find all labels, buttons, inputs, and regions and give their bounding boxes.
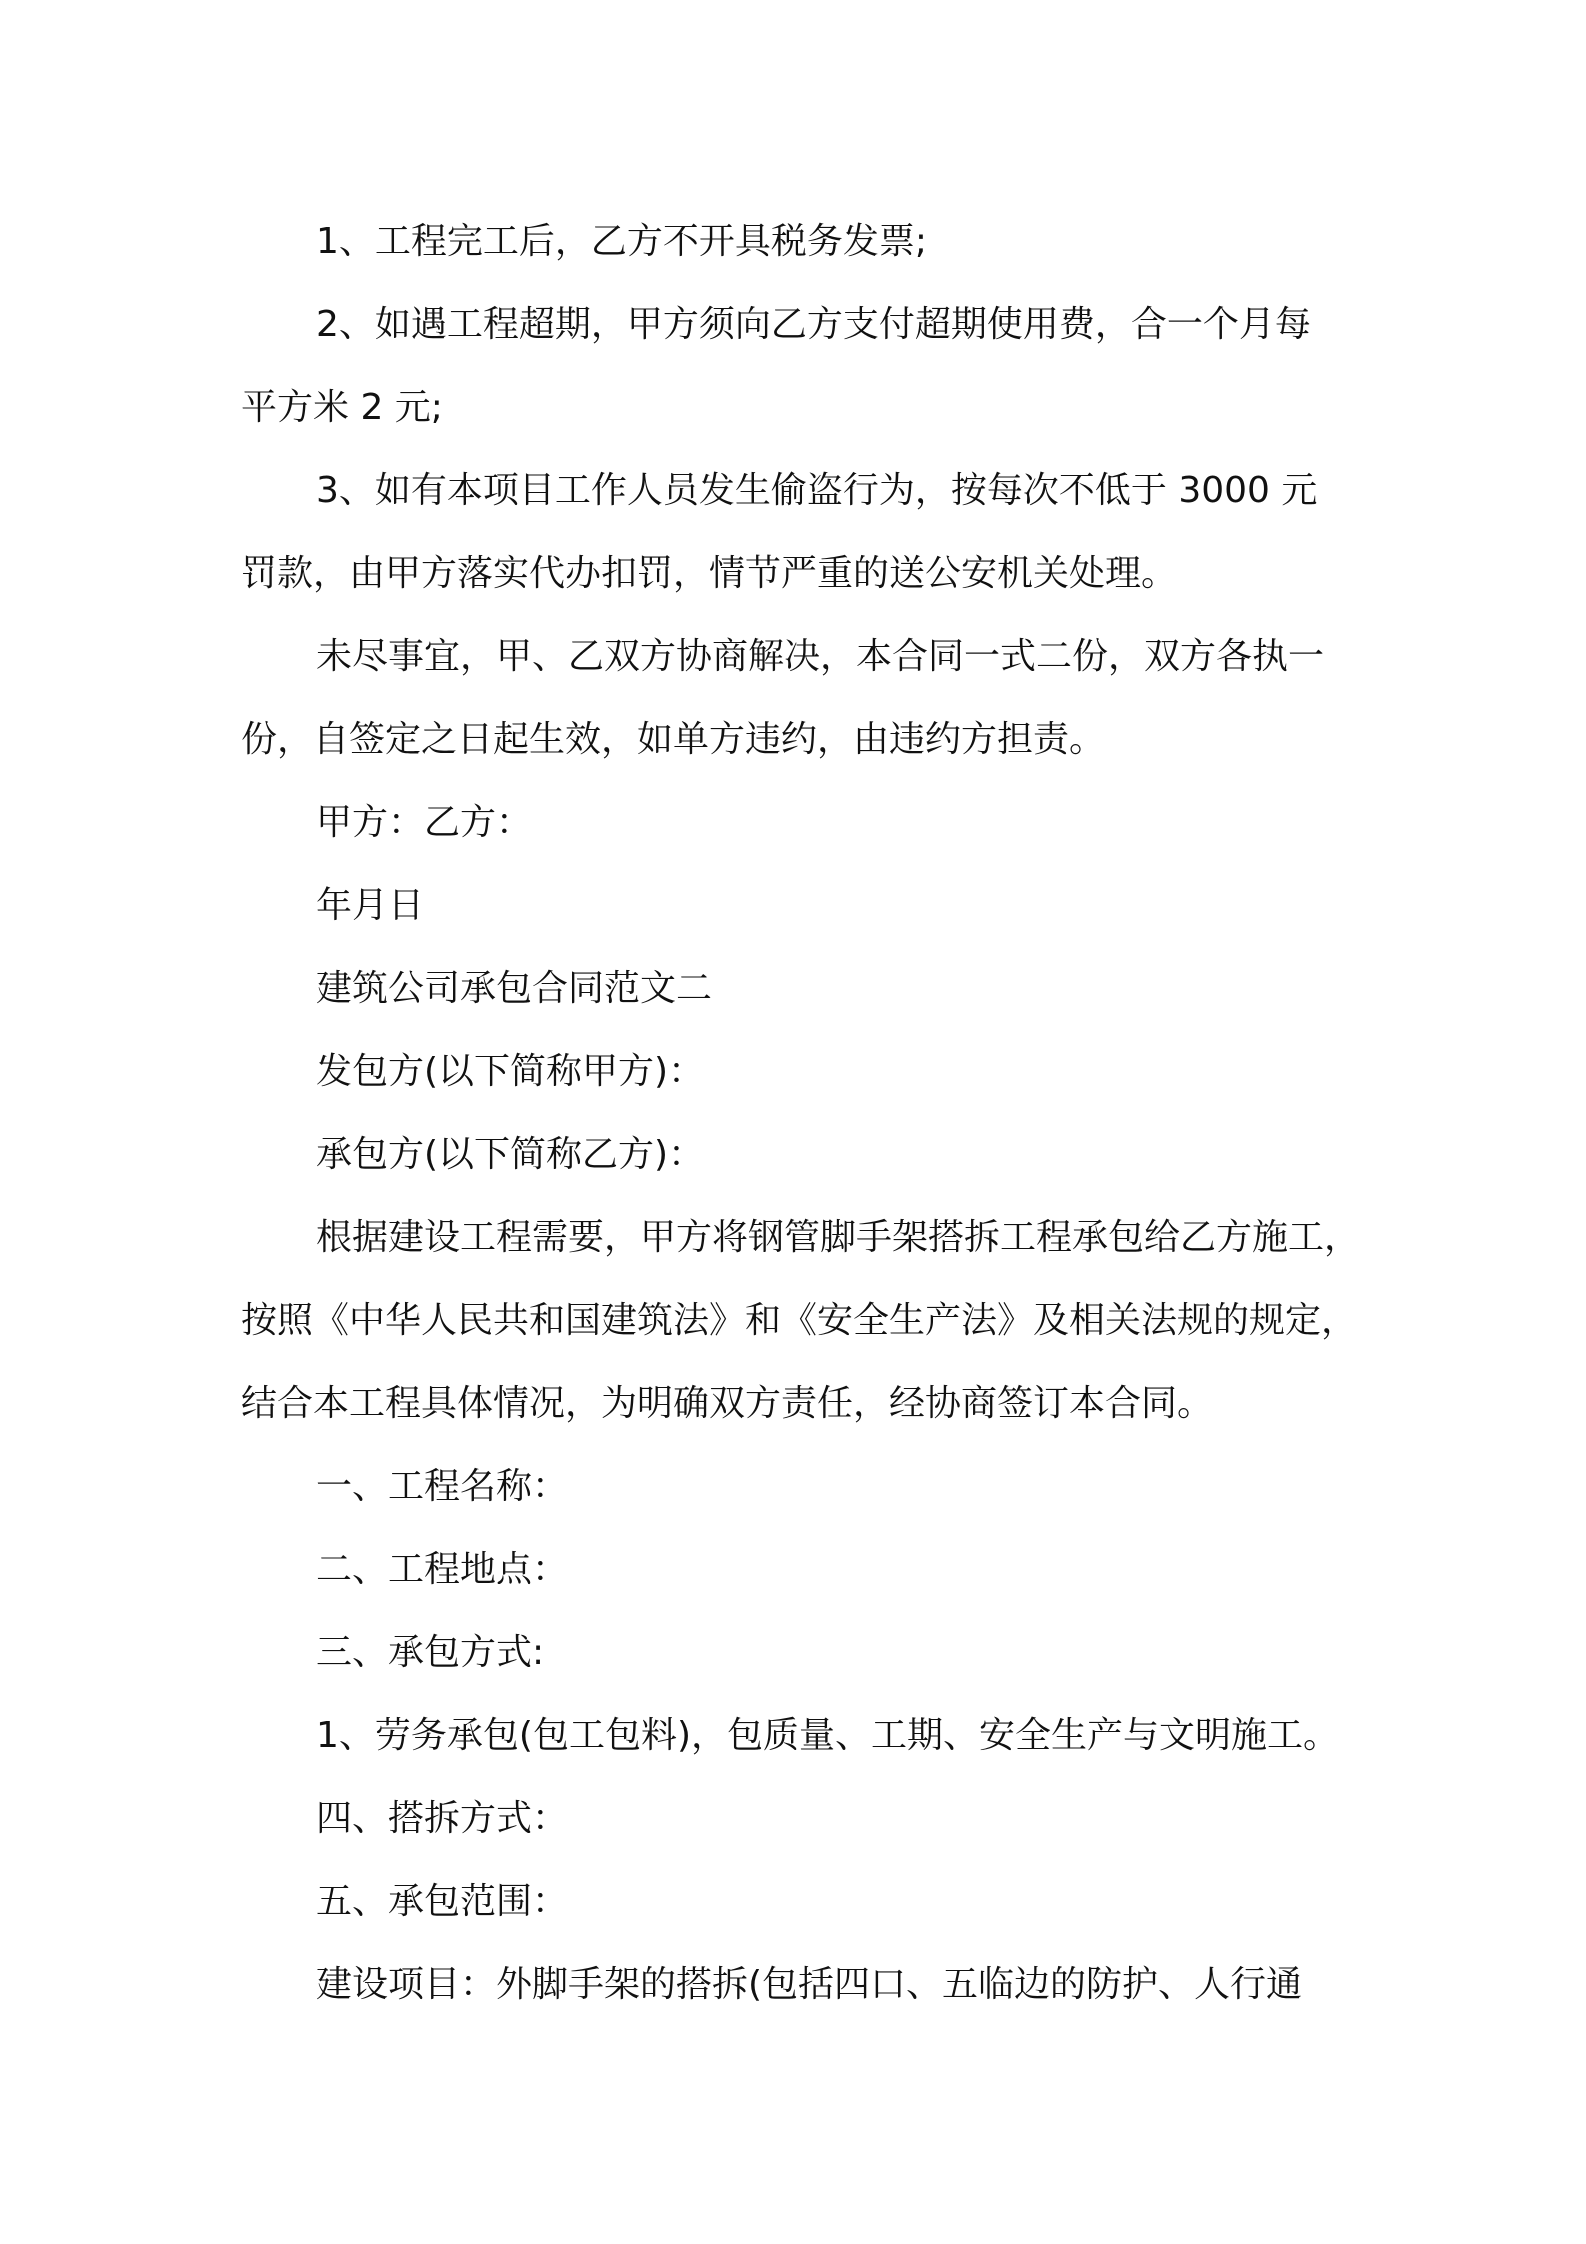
text-line: 建设项目：外脚手架的搭拆(包括四口、五临边的防护、人行通 [316,1964,1303,2005]
text-line: 三、承包方式: [316,1632,545,1673]
text-line: 五、承包范围： [316,1881,569,1922]
paragraph-sample-title [241,947,1371,1030]
paragraph-date [241,864,1371,947]
document-body [241,200,1371,2026]
text-line: 根据建设工程需要，甲方将钢管脚手架搭拆工程承包给乙方施工， [316,1217,1361,1258]
paragraph-construction-items [241,1943,1371,2026]
paragraph-project-name [241,1445,1371,1528]
paragraph-preamble [241,1196,1371,1445]
paragraph-contract-scope [241,1860,1371,1943]
paragraph-erection-method [241,1777,1371,1860]
text-line: 甲方：乙方： [316,802,533,843]
text-line: 发包方(以下简称甲方)： [316,1051,705,1092]
paragraph-party-a [241,1030,1371,1113]
text-line: 平方米 2 元; [241,387,443,428]
paragraph-clause-3 [241,449,1371,615]
text-line: 未尽事宜，甲、乙双方协商解决，本合同一式二份，双方各执一 [316,636,1325,677]
text-line: 四、搭拆方式： [316,1798,569,1839]
text-line: 一、工程名称： [316,1466,569,1507]
text-line: 年月日 [316,885,425,926]
paragraph-other-matters [241,615,1371,781]
paragraph-clause-1 [241,200,1371,283]
text-line: 2、如遇工程超期，甲方须向乙方支付超期使用费，合一个月每 [316,304,1311,345]
text-line: 1、劳务承包(包工包料)，包质量、工期、安全生产与文明施工。 [316,1715,1339,1756]
paragraph-clause-2 [241,283,1371,449]
text-line: 二、工程地点： [316,1549,569,1590]
text-line: 结合本工程具体情况，为明确双方责任，经协商签订本合同。 [241,1383,1214,1424]
text-line: 份，自签定之日起生效，如单方违约，由违约方担责。 [241,719,1106,760]
text-line: 承包方(以下简称乙方)： [316,1134,705,1175]
text-line: 建筑公司承包合同范文二 [316,968,713,1009]
paragraph-labor-contract [241,1694,1371,1777]
text-line: 3、如有本项目工作人员发生偷盗行为，按每次不低于 3000 元 [316,470,1318,511]
paragraph-party-b [241,1113,1371,1196]
text-line: 按照《中华人民共和国建筑法》和《安全生产法》及相关法规的规定， [241,1300,1358,1341]
text-line: 1、工程完工后，乙方不开具税务发票; [316,221,928,262]
paragraph-contract-method [241,1611,1371,1694]
text-line: 罚款，由甲方落实代办扣罚，情节严重的送公安机关处理。 [241,553,1178,594]
paragraph-parties-signature [241,781,1371,864]
paragraph-project-location [241,1528,1371,1611]
